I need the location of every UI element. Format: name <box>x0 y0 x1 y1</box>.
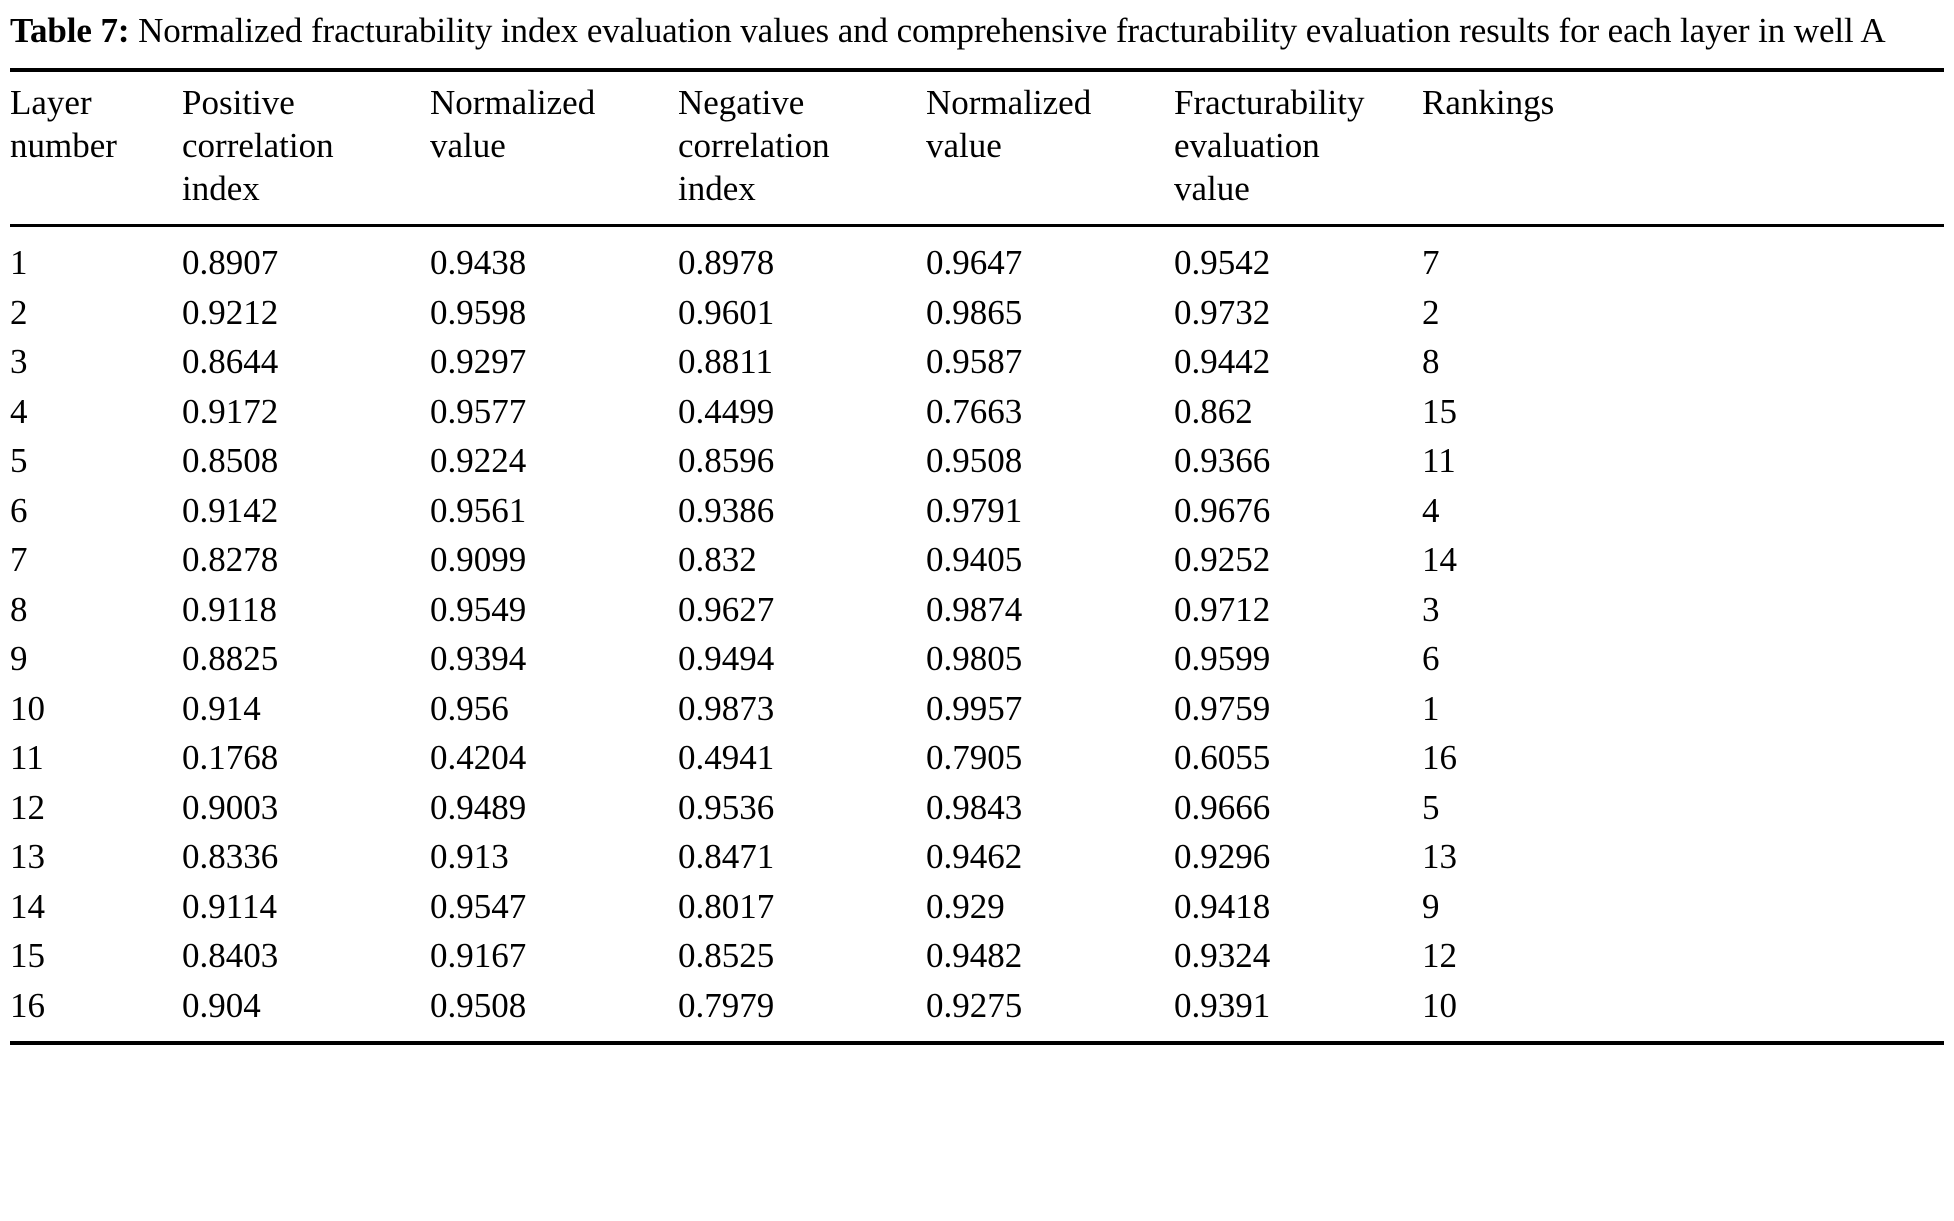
table-cell: 0.929 <box>926 886 1005 926</box>
header-lines-4 <box>926 81 1166 167</box>
table-cell: 8 <box>1422 342 1440 382</box>
table-cell: 0.8508 <box>182 441 279 481</box>
header-lines-0 <box>10 81 174 167</box>
header-line: value <box>430 125 506 165</box>
table-cell: 6 <box>1422 639 1440 679</box>
table-row <box>10 981 1944 1044</box>
table-cell: 0.9212 <box>182 292 279 332</box>
table-cell: 0.8525 <box>678 936 775 976</box>
table-cell: 11 <box>10 738 44 778</box>
table-cell: 14 <box>1422 540 1457 580</box>
table-cell: 0.7663 <box>926 391 1023 431</box>
table-cell: 0.9508 <box>926 441 1023 481</box>
header-line: correlation <box>182 125 334 165</box>
table-cell: 0.9805 <box>926 639 1023 679</box>
table-cell: 0.9462 <box>926 837 1023 877</box>
table-cell: 0.9386 <box>678 490 775 530</box>
table-cell: 0.8336 <box>182 837 279 877</box>
table-caption <box>10 8 1944 54</box>
table-cell: 0.8017 <box>678 886 775 926</box>
table-cell: 0.9391 <box>1174 981 1422 1044</box>
table-cell: 13 <box>1422 837 1457 877</box>
table-cell: 0.9405 <box>926 540 1023 580</box>
column-header-normalized-value-1 <box>430 70 678 226</box>
table-cell: 0.9118 <box>182 589 277 629</box>
table-cell: 0.9599 <box>1174 639 1271 679</box>
table-cell: 10 <box>10 688 45 728</box>
table-cell: 0.9647 <box>926 243 1023 283</box>
table-cell: 0.9252 <box>1174 540 1271 580</box>
table-cell: 4 <box>1422 490 1440 530</box>
table-body <box>10 226 1944 1044</box>
column-header-layer-number <box>10 70 182 226</box>
table-cell: 0.8907 <box>182 243 279 283</box>
table-cell: 0.9676 <box>1174 490 1271 530</box>
table-cell: 0.956 <box>430 688 509 728</box>
table-cell: 0.4941 <box>678 738 775 778</box>
header-row <box>10 70 1944 226</box>
table-row <box>10 832 1944 882</box>
table-row <box>10 733 1944 783</box>
table-cell: 5 <box>10 441 28 481</box>
table-cell: 0.8978 <box>678 243 775 283</box>
table-cell: 0.9394 <box>430 639 527 679</box>
table-cell: 0.9324 <box>1174 936 1271 976</box>
table-cell: 0.9547 <box>430 886 527 926</box>
table-cell: 9 <box>1422 886 1440 926</box>
table-cell: 2 <box>1422 292 1440 332</box>
table-cell: 0.9957 <box>926 688 1023 728</box>
table-cell: 0.9666 <box>1174 787 1271 827</box>
header-line: Positive <box>182 82 295 122</box>
table-row <box>10 783 1944 833</box>
table-row <box>10 387 1944 437</box>
table-cell: 0.9843 <box>926 787 1023 827</box>
table-cell: 0.8644 <box>182 342 279 382</box>
table-cell: 7 <box>1422 243 1440 283</box>
header-lines-1 <box>182 81 422 211</box>
column-header-normalized-value-2 <box>926 70 1174 226</box>
table-cell: 0.9418 <box>1174 886 1271 926</box>
table-cell: 0.9482 <box>926 936 1023 976</box>
table-cell: 0.4499 <box>678 391 775 431</box>
table-cell: 16 <box>1422 738 1457 778</box>
table-cell: 0.8811 <box>678 342 773 382</box>
header-line: Layer <box>10 82 92 122</box>
column-header-negative-correlation-index <box>678 70 926 226</box>
header-line: value <box>926 125 1002 165</box>
header-line: Normalized <box>430 82 596 122</box>
table-cell: 3 <box>10 342 28 382</box>
table-cell: 15 <box>1422 391 1457 431</box>
table-cell: 5 <box>1422 787 1440 827</box>
table-cell: 0.9561 <box>430 490 527 530</box>
table-row <box>10 931 1944 981</box>
column-header-positive-correlation-index <box>182 70 430 226</box>
table-cell: 0.904 <box>182 981 430 1044</box>
table-cell: 0.9003 <box>182 787 279 827</box>
table-cell: 0.913 <box>430 837 509 877</box>
table-row <box>10 535 1944 585</box>
column-header-fracturability-evaluation-value <box>1174 70 1422 226</box>
table-cell: 0.8471 <box>678 837 775 877</box>
table-cell: 0.9759 <box>1174 688 1271 728</box>
table-cell: 0.9549 <box>430 589 527 629</box>
header-lines-6 <box>1422 81 1936 124</box>
header-line: Normalized <box>926 82 1092 122</box>
table-cell: 0.9099 <box>430 540 527 580</box>
header-line: Rankings <box>1422 82 1555 122</box>
table-cell: 0.1768 <box>182 738 279 778</box>
table-cell: 4 <box>10 391 28 431</box>
table-cell: 0.9438 <box>430 243 527 283</box>
table-row <box>10 585 1944 635</box>
table-cell: 0.4204 <box>430 738 527 778</box>
table-cell: 0.9224 <box>430 441 527 481</box>
table-cell: 0.9442 <box>1174 342 1271 382</box>
table-row <box>10 337 1944 387</box>
caption-label: Table 7: <box>10 11 130 50</box>
table-cell: 0.9865 <box>926 292 1023 332</box>
table-row <box>10 684 1944 734</box>
table-cell: 0.9577 <box>430 391 527 431</box>
table-cell: 0.9601 <box>678 292 775 332</box>
header-line: evaluation <box>1174 125 1320 165</box>
header-line: index <box>182 168 260 208</box>
table-cell: 11 <box>1422 441 1456 481</box>
table-cell: 0.862 <box>1174 391 1253 431</box>
table-cell: 0.9172 <box>182 391 279 431</box>
table-cell: 0.9712 <box>1174 589 1271 629</box>
table-row <box>10 486 1944 536</box>
table-cell: 1 <box>10 243 28 283</box>
table-cell: 0.9366 <box>1174 441 1271 481</box>
table-cell: 9 <box>10 639 28 679</box>
header-line: number <box>10 125 117 165</box>
table-cell: 0.8403 <box>182 936 279 976</box>
table-cell: 0.832 <box>678 540 757 580</box>
table-cell: 13 <box>10 837 45 877</box>
table-cell: 0.9627 <box>678 589 775 629</box>
table-cell: 0.9587 <box>926 342 1023 382</box>
table-cell: 0.8278 <box>182 540 279 580</box>
header-line: correlation <box>678 125 830 165</box>
table-cell: 0.9114 <box>182 886 277 926</box>
table-cell: 12 <box>1422 936 1457 976</box>
table-cell: 0.9494 <box>678 639 775 679</box>
table-cell: 0.9297 <box>430 342 527 382</box>
table-cell: 0.9489 <box>430 787 527 827</box>
table-cell: 0.9167 <box>430 936 527 976</box>
table-cell: 0.9508 <box>430 981 678 1044</box>
table-cell: 0.9536 <box>678 787 775 827</box>
table-cell: 0.9142 <box>182 490 279 530</box>
table-cell: 14 <box>10 886 45 926</box>
table-cell: 0.6055 <box>1174 738 1271 778</box>
caption-text: Normalized fracturability index evaluation values and comprehensive fracturability evaluation results for each layer in well A <box>129 11 1886 50</box>
table-cell: 0.7905 <box>926 738 1023 778</box>
table-cell: 10 <box>1422 981 1944 1044</box>
table-cell: 0.9542 <box>1174 243 1271 283</box>
table-cell: 0.9873 <box>678 688 775 728</box>
table-cell: 0.9598 <box>430 292 527 332</box>
table-header <box>10 70 1944 226</box>
table-cell: 16 <box>10 981 182 1044</box>
header-line: Fracturability <box>1174 82 1365 122</box>
table-row <box>10 436 1944 486</box>
table-cell: 0.9874 <box>926 589 1023 629</box>
data-table <box>10 68 1944 1046</box>
table-row <box>10 226 1944 288</box>
table-row <box>10 288 1944 338</box>
table-cell: 0.9791 <box>926 490 1023 530</box>
table-cell: 3 <box>1422 589 1440 629</box>
column-header-rankings <box>1422 70 1944 226</box>
table-cell: 0.7979 <box>678 981 926 1044</box>
header-lines-2 <box>430 81 670 167</box>
table-cell: 6 <box>10 490 28 530</box>
table-cell: 0.914 <box>182 688 261 728</box>
table-cell: 8 <box>10 589 28 629</box>
table-cell: 0.9296 <box>1174 837 1271 877</box>
table-cell: 7 <box>10 540 28 580</box>
header-lines-3 <box>678 81 918 211</box>
table-row <box>10 882 1944 932</box>
table-cell: 0.8596 <box>678 441 775 481</box>
table-row <box>10 634 1944 684</box>
table-cell: 2 <box>10 292 28 332</box>
table-cell: 0.9275 <box>926 981 1174 1044</box>
table-cell: 0.8825 <box>182 639 279 679</box>
header-line: value <box>1174 168 1250 208</box>
header-line: Negative <box>678 82 805 122</box>
table-cell: 12 <box>10 787 45 827</box>
header-lines-5 <box>1174 81 1414 211</box>
table-cell: 0.9732 <box>1174 292 1271 332</box>
header-line: index <box>678 168 756 208</box>
table-cell: 15 <box>10 936 45 976</box>
table-cell: 1 <box>1422 688 1440 728</box>
